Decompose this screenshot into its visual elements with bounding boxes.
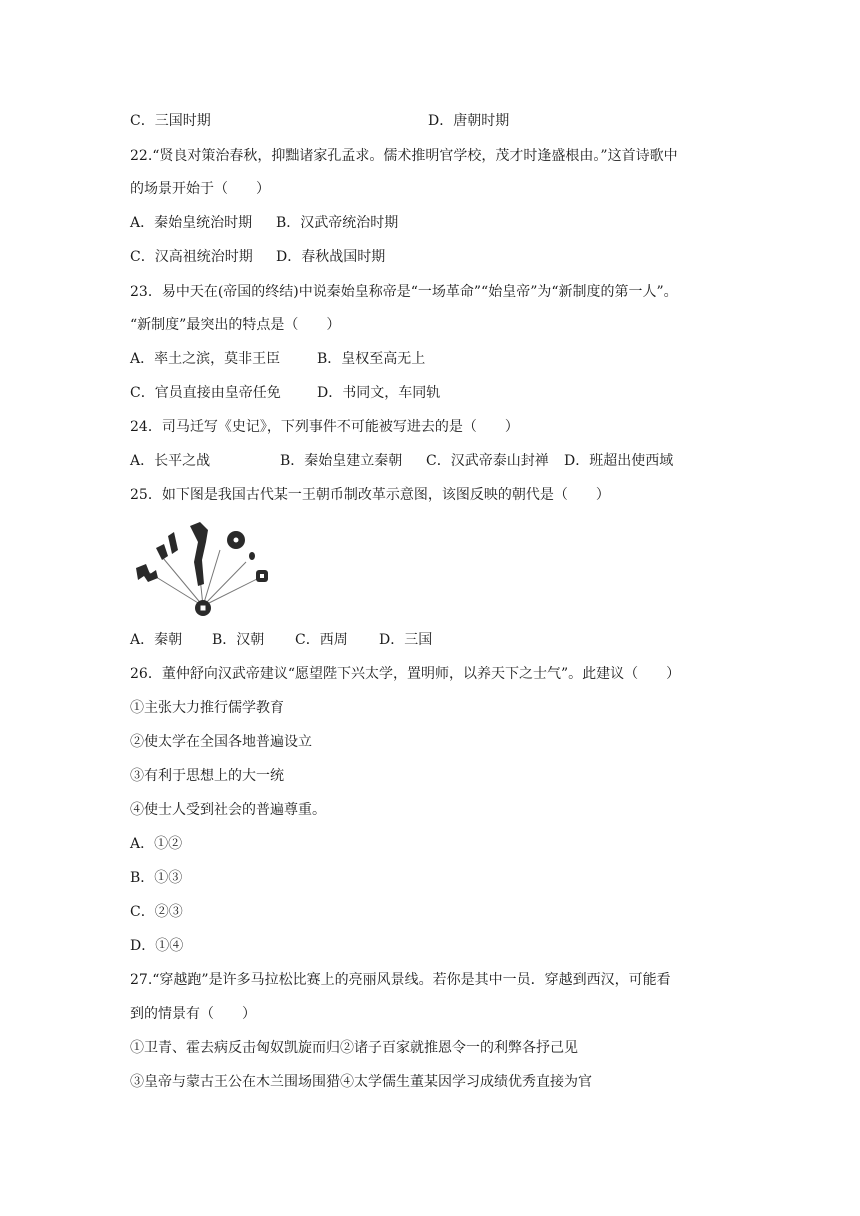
q25-stem: 25．如下图是我国古代某一王朝币制改革示意图，该图反映的朝代是（ ）: [130, 487, 610, 503]
q21-option-d: D．唐朝时期: [428, 113, 510, 129]
ant-nose-coin-icon: [249, 552, 255, 560]
q25-option-a: A．秦朝: [130, 632, 183, 648]
coin-reform-illustration: [128, 520, 278, 620]
q26-option-b: B．①③: [130, 870, 183, 886]
q26-item-3: ③有利于思想上的大一统: [130, 768, 284, 784]
q23-stem-line1: 23．易中天在(帝国的终结)中说秦始皇称帝是“一场革命”“始皇帝”为“新制度的第一人”。: [130, 284, 678, 300]
q26-item-2: ②使太学在全国各地普遍设立: [130, 734, 312, 750]
q27-stem-line1: 27.“穿越跑”是许多马拉松比赛上的亮丽风景线。若你是其中一员．穿越到西汉，可能看: [130, 972, 671, 988]
q25-option-b: B．汉朝: [212, 632, 265, 648]
q26-item-1: ①主张大力推行儒学教育: [130, 700, 284, 716]
q22-option-c: C．汉高祖统治时期: [130, 249, 253, 265]
q22-stem-line1: 22.“贤良对策治春秋，抑黜诸家孔孟求。儒术推明官学校，茂才时逢盛根由。”这首诗歌中: [130, 148, 678, 164]
q22-option-a: A．秦始皇统治时期: [130, 215, 253, 231]
q22-option-d: D．春秋战国时期: [276, 249, 386, 265]
q25-option-d: D．三国: [379, 632, 433, 648]
q23-option-c: C．官员直接由皇帝任免: [130, 385, 281, 401]
q27-stem-line2: 到的情景有（ ）: [130, 1006, 256, 1022]
q26-option-c: C．②③: [130, 904, 183, 920]
q25-option-c: C．西周: [295, 632, 348, 648]
knife-coin-icon: [168, 532, 178, 554]
q26-stem: 26．董仲舒向汉武帝建议“愿望陛下兴太学，置明师，以养天下之士气”。此建议（ ）: [130, 666, 681, 682]
q26-option-d: D．①④: [130, 938, 184, 954]
q23-stem-line2: “新制度”最突出的特点是（ ）: [130, 317, 341, 333]
q24-stem: 24．司马迁写《史记》，下列事件不可能被写进去的是（ ）: [130, 419, 519, 435]
knife-coin-small-icon: [156, 544, 168, 560]
q24-option-c: C．汉武帝泰山封禅: [426, 453, 549, 469]
q24-option-b: B．秦始皇建立秦朝: [280, 453, 403, 469]
q26-item-4: ④使士人受到社会的普遍尊重。: [130, 802, 326, 818]
q23-option-d: D．书同文，车同轨: [317, 385, 441, 401]
q24-option-a: A．长平之战: [130, 453, 211, 469]
spade-coin-icon: [136, 564, 158, 582]
q21-option-c: C．三国时期: [130, 113, 211, 129]
q26-option-a: A．①②: [130, 836, 183, 852]
q23-option-a: A．率土之滨，莫非王臣: [130, 351, 281, 367]
q27-items-1-2: ①卫青、霍去病反击匈奴凯旋而归②诸子百家就推恩令一的利弊各抒己见: [130, 1040, 578, 1056]
q22-stem-line2: 的场景开始于（ ）: [130, 181, 270, 197]
q23-option-b: B．皇权至高无上: [317, 351, 426, 367]
q24-option-d: D．班超出使西域: [564, 453, 674, 469]
q22-option-b: B．汉武帝统治时期: [276, 215, 399, 231]
q27-items-3-4: ③皇帝与蒙古王公在木兰围场围猎④太学儒生董某因学习成绩优秀直接为官: [130, 1074, 592, 1090]
large-knife-coin-icon: [190, 522, 208, 586]
coin-reform-diagram: [128, 520, 278, 620]
